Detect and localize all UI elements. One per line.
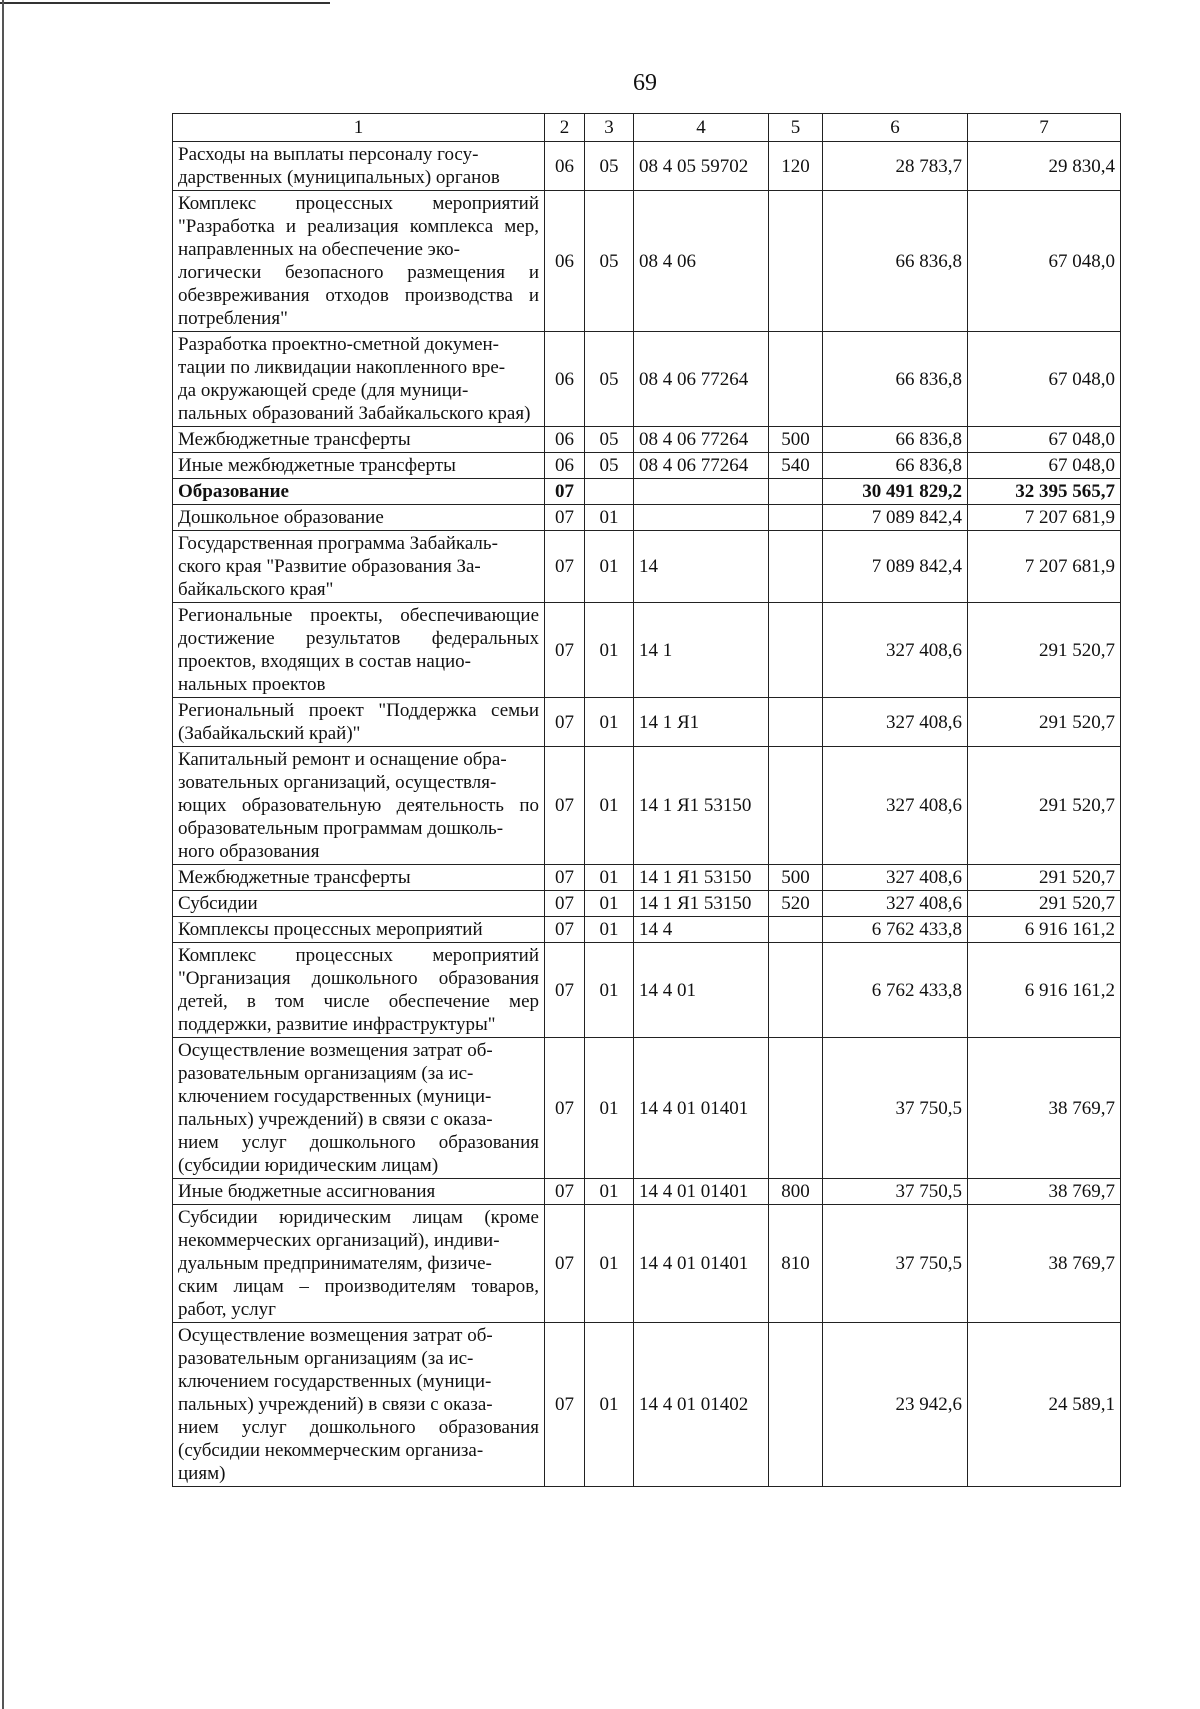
amount-year-2-cell: 7 207 681,9 (968, 505, 1121, 531)
expense-type-cell (769, 191, 823, 332)
amount-year-1-cell: 6 762 433,8 (823, 943, 968, 1038)
subsection-code-cell: 01 (585, 698, 634, 747)
scan-edge-left (2, 0, 4, 1709)
amount-year-2-cell: 29 830,4 (968, 142, 1121, 191)
target-article-cell: 14 4 01 (634, 943, 769, 1038)
expense-type-cell: 540 (769, 453, 823, 479)
amount-year-2-cell: 291 520,7 (968, 747, 1121, 865)
subsection-code-cell: 01 (585, 943, 634, 1038)
subsection-code-cell: 05 (585, 191, 634, 332)
amount-year-2-cell: 67 048,0 (968, 427, 1121, 453)
row-name-cell: Осуществление возмещения затрат об- разовательным организациям (за ис- ключением государственных (муници- пальных) учреждений) в связи с оказа- нием услуг дошкольного образования (субсидии юридическим лицам) (173, 1038, 545, 1179)
section-code-cell: 06 (545, 453, 585, 479)
target-article-cell (634, 505, 769, 531)
amount-year-2-cell: 291 520,7 (968, 603, 1121, 698)
section-code-cell: 06 (545, 142, 585, 191)
row-name-cell: Комплексы процессных мероприятий (173, 917, 545, 943)
amount-year-2-cell: 6 916 161,2 (968, 943, 1121, 1038)
row-name-cell: Иные бюджетные ассигнования (173, 1179, 545, 1205)
expense-type-cell (769, 603, 823, 698)
row-name-cell: Образование (173, 479, 545, 505)
target-article-cell: 14 4 (634, 917, 769, 943)
expense-type-cell: 500 (769, 865, 823, 891)
expense-type-cell: 500 (769, 427, 823, 453)
amount-year-2-cell: 67 048,0 (968, 332, 1121, 427)
expense-type-cell: 800 (769, 1179, 823, 1205)
table-row (173, 943, 1121, 1038)
row-name-cell: Иные межбюджетные трансферты (173, 453, 545, 479)
subsection-code-cell: 01 (585, 917, 634, 943)
amount-year-1-cell: 28 783,7 (823, 142, 968, 191)
section-code-cell: 07 (545, 747, 585, 865)
section-code-cell: 07 (545, 505, 585, 531)
expense-type-cell (769, 505, 823, 531)
target-article-cell (634, 479, 769, 505)
amount-year-2-cell: 32 395 565,7 (968, 479, 1121, 505)
table-row (173, 1323, 1121, 1487)
section-code-cell: 07 (545, 865, 585, 891)
subsection-code-cell: 01 (585, 531, 634, 603)
target-article-cell: 14 4 01 01402 (634, 1323, 769, 1487)
amount-year-1-cell: 327 408,6 (823, 747, 968, 865)
column-header-2: 2 (545, 114, 585, 142)
target-article-cell: 08 4 06 77264 (634, 427, 769, 453)
subsection-code-cell: 01 (585, 747, 634, 865)
target-article-cell: 14 1 Я1 53150 (634, 865, 769, 891)
target-article-cell: 08 4 06 77264 (634, 453, 769, 479)
amount-year-2-cell: 38 769,7 (968, 1038, 1121, 1179)
target-article-cell: 14 1 Я1 53150 (634, 747, 769, 865)
expense-type-cell (769, 698, 823, 747)
target-article-cell: 14 1 Я1 (634, 698, 769, 747)
expense-type-cell (769, 943, 823, 1038)
section-code-cell: 07 (545, 943, 585, 1038)
target-article-cell: 14 4 01 01401 (634, 1038, 769, 1179)
subsection-code-cell: 01 (585, 1323, 634, 1487)
table-header-row (173, 114, 1121, 142)
column-header-1: 1 (173, 114, 545, 142)
row-name-cell: Осуществление возмещения затрат об- разовательным организациям (за ис- ключением государственных (муници- пальных) учреждений) в связи с оказа- нием услуг дошкольного образования (субсидии некоммерческим организа- циям) (173, 1323, 545, 1487)
amount-year-1-cell: 327 408,6 (823, 891, 968, 917)
target-article-cell: 08 4 06 (634, 191, 769, 332)
amount-year-1-cell: 37 750,5 (823, 1179, 968, 1205)
row-name-cell: Региональный проект "Поддержка семьи (Забайкальский край)" (173, 698, 545, 747)
table-row (173, 891, 1121, 917)
amount-year-1-cell: 30 491 829,2 (823, 479, 968, 505)
table-row (173, 698, 1121, 747)
subsection-code-cell: 05 (585, 142, 634, 191)
section-code-cell: 06 (545, 191, 585, 332)
section-code-cell: 07 (545, 531, 585, 603)
expense-type-cell (769, 332, 823, 427)
amount-year-2-cell: 291 520,7 (968, 698, 1121, 747)
expense-type-cell (769, 747, 823, 865)
row-name-cell: Межбюджетные трансферты (173, 865, 545, 891)
target-article-cell: 14 1 (634, 603, 769, 698)
table-row (173, 142, 1121, 191)
amount-year-2-cell: 38 769,7 (968, 1179, 1121, 1205)
expense-type-cell: 120 (769, 142, 823, 191)
expense-type-cell: 520 (769, 891, 823, 917)
scan-edge-top (0, 2, 330, 4)
expense-type-cell (769, 1038, 823, 1179)
table-row (173, 603, 1121, 698)
target-article-cell: 08 4 05 59702 (634, 142, 769, 191)
table-row (173, 505, 1121, 531)
amount-year-2-cell: 7 207 681,9 (968, 531, 1121, 603)
row-name-cell: Межбюджетные трансферты (173, 427, 545, 453)
table-row (173, 1179, 1121, 1205)
table-row (173, 917, 1121, 943)
column-header-6: 6 (823, 114, 968, 142)
expense-type-cell (769, 917, 823, 943)
target-article-cell: 14 1 Я1 53150 (634, 891, 769, 917)
amount-year-1-cell: 66 836,8 (823, 191, 968, 332)
budget-table-body (173, 114, 1121, 1487)
table-row (173, 531, 1121, 603)
subsection-code-cell: 05 (585, 332, 634, 427)
amount-year-1-cell: 66 836,8 (823, 427, 968, 453)
row-name-cell: Субсидии (173, 891, 545, 917)
section-code-cell: 07 (545, 1179, 585, 1205)
section-code-cell: 07 (545, 891, 585, 917)
amount-year-1-cell: 23 942,6 (823, 1323, 968, 1487)
amount-year-1-cell: 37 750,5 (823, 1205, 968, 1323)
column-header-7: 7 (968, 114, 1121, 142)
section-code-cell: 06 (545, 427, 585, 453)
subsection-code-cell: 05 (585, 453, 634, 479)
subsection-code-cell: 01 (585, 1205, 634, 1323)
section-code-cell: 07 (545, 479, 585, 505)
amount-year-1-cell: 327 408,6 (823, 865, 968, 891)
table-row (173, 427, 1121, 453)
expense-type-cell (769, 531, 823, 603)
table-row (173, 747, 1121, 865)
row-name-cell: Государственная программа Забайкаль- ского края "Развитие образования За- байкальского края" (173, 531, 545, 603)
amount-year-2-cell: 67 048,0 (968, 191, 1121, 332)
section-code-cell: 07 (545, 917, 585, 943)
column-header-3: 3 (585, 114, 634, 142)
subsection-code-cell: 05 (585, 427, 634, 453)
amount-year-1-cell: 7 089 842,4 (823, 505, 968, 531)
table-row (173, 191, 1121, 332)
table-row (173, 1038, 1121, 1179)
table-row (173, 332, 1121, 427)
amount-year-2-cell: 291 520,7 (968, 865, 1121, 891)
amount-year-2-cell: 24 589,1 (968, 1323, 1121, 1487)
subsection-code-cell (585, 479, 634, 505)
section-code-cell: 07 (545, 603, 585, 698)
table-row (173, 479, 1121, 505)
row-name-cell: Расходы на выплаты персоналу госу- дарственных (муниципальных) органов (173, 142, 545, 191)
subsection-code-cell: 01 (585, 1179, 634, 1205)
amount-year-2-cell: 6 916 161,2 (968, 917, 1121, 943)
row-name-cell: Региональные проекты, обеспечивающие достижение результатов федеральных проектов, входящих в состав нацио- нальных проектов (173, 603, 545, 698)
amount-year-1-cell: 327 408,6 (823, 698, 968, 747)
amount-year-1-cell: 37 750,5 (823, 1038, 968, 1179)
section-code-cell: 07 (545, 1205, 585, 1323)
row-name-cell: Капитальный ремонт и оснащение обра- зовательных организаций, осуществля- ющих образовательную деятельность по образовательным программам дошколь- ного образования (173, 747, 545, 865)
target-article-cell: 08 4 06 77264 (634, 332, 769, 427)
target-article-cell: 14 4 01 01401 (634, 1179, 769, 1205)
row-name-cell: Комплекс процессных мероприятий "Организация дошкольного образования детей, в том числе обеспечение мер поддержки, развитие инфраструктуры" (173, 943, 545, 1038)
amount-year-2-cell: 38 769,7 (968, 1205, 1121, 1323)
table-row (173, 453, 1121, 479)
target-article-cell: 14 (634, 531, 769, 603)
section-code-cell: 07 (545, 698, 585, 747)
expense-type-cell (769, 1323, 823, 1487)
amount-year-2-cell: 67 048,0 (968, 453, 1121, 479)
target-article-cell: 14 4 01 01401 (634, 1205, 769, 1323)
column-header-5: 5 (769, 114, 823, 142)
amount-year-2-cell: 291 520,7 (968, 891, 1121, 917)
column-header-4: 4 (634, 114, 769, 142)
amount-year-1-cell: 7 089 842,4 (823, 531, 968, 603)
budget-table (172, 113, 1121, 1487)
section-code-cell: 06 (545, 332, 585, 427)
section-code-cell: 07 (545, 1323, 585, 1487)
subsection-code-cell: 01 (585, 603, 634, 698)
table-row (173, 865, 1121, 891)
row-name-cell: Комплекс процессных мероприятий "Разработка и реализация комплекса мер, направленных на обеспечение эко- логически безопасного размещения и обезвреживания отходов производства и потребления" (173, 191, 545, 332)
amount-year-1-cell: 66 836,8 (823, 453, 968, 479)
expense-type-cell: 810 (769, 1205, 823, 1323)
row-name-cell: Разработка проектно-сметной докумен- тации по ликвидации накопленного вре- да окружающей среде (для муници- пальных образований Забайкальского края) (173, 332, 545, 427)
page-number: 69 (633, 70, 657, 96)
amount-year-1-cell: 66 836,8 (823, 332, 968, 427)
amount-year-1-cell: 6 762 433,8 (823, 917, 968, 943)
subsection-code-cell: 01 (585, 1038, 634, 1179)
table-row (173, 1205, 1121, 1323)
subsection-code-cell: 01 (585, 865, 634, 891)
row-name-cell: Дошкольное образование (173, 505, 545, 531)
section-code-cell: 07 (545, 1038, 585, 1179)
expense-type-cell (769, 479, 823, 505)
amount-year-1-cell: 327 408,6 (823, 603, 968, 698)
row-name-cell: Субсидии юридическим лицам (кроме некоммерческих организаций), индиви- дуальным предпринимателям, физиче- ским лицам – производителям товаров, работ, услуг (173, 1205, 545, 1323)
subsection-code-cell: 01 (585, 891, 634, 917)
subsection-code-cell: 01 (585, 505, 634, 531)
